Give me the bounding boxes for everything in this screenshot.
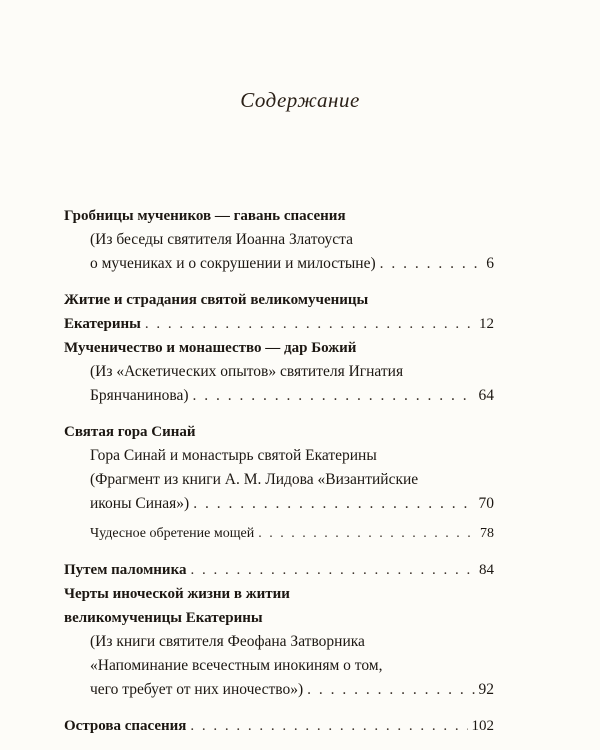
- table-of-contents: [64, 204, 494, 738]
- page-number: 12: [479, 316, 494, 332]
- leader-dots: [145, 312, 475, 336]
- toc-entry-subtitle: чего требует от них иночество») . . . 92: [64, 678, 494, 702]
- page-number: 64: [478, 387, 494, 404]
- page-number: 92: [478, 681, 494, 698]
- toc-entry-subtitle: (Из книги святителя Феофана Затворника: [90, 633, 365, 650]
- toc-entry-title: Черты иноческой жизни в житии: [64, 586, 290, 602]
- toc-entry-subtitle: Чудесное обретение мощей . . . 78: [64, 522, 494, 546]
- toc-entry-subtitle: иконы Синая») . . . 70: [64, 492, 494, 516]
- toc-entry-title: Мученичество и монашество — дар Божий: [64, 340, 357, 356]
- leader-dots: [190, 714, 467, 738]
- leader-dots: [190, 558, 475, 582]
- toc-entry-title: Гробницы мучеников — гавань спасения: [64, 208, 346, 224]
- page-number: 84: [479, 562, 494, 578]
- leader-dots: [193, 492, 474, 516]
- toc-entry-subtitle: «Напоминание всечестным инокиням о том,: [90, 657, 383, 674]
- page-number: 70: [478, 495, 494, 512]
- toc-entry-subtitle: Гора Синай и монастырь святой Екатерины: [90, 447, 377, 464]
- toc-entry-subtitle: (Из беседы святителя Иоанна Златоуста: [90, 231, 353, 248]
- toc-entry-title: Житие и страдания святой великомученицы: [64, 292, 369, 308]
- leader-dots: [307, 678, 474, 702]
- leader-dots: [258, 522, 476, 546]
- toc-entry-subtitle: (Из «Аскетических опытов» святителя Игнатия: [90, 363, 404, 380]
- leader-dots: [380, 252, 483, 276]
- page-number: 102: [471, 718, 494, 734]
- page-title: Содержание: [240, 88, 360, 112]
- toc-entry-title: Острова спасения . . . 102: [64, 714, 494, 738]
- toc-entry-title: Путем паломника . . . 84: [64, 558, 494, 582]
- page-number: 78: [480, 526, 494, 541]
- leader-dots: [193, 384, 475, 408]
- toc-entry-subtitle: о мучениках и о сокрушении и милостыне) . . . 6: [64, 252, 494, 276]
- toc-entry-subtitle: (Фрагмент из книги А. М. Лидова «Византийские: [90, 471, 419, 488]
- toc-entry-title: Святая гора Синай: [64, 424, 196, 440]
- toc-entry-title: Екатерины . . . 12: [64, 312, 494, 336]
- page-number: 6: [486, 255, 494, 272]
- toc-entry-subtitle: Брянчанинова) . . . 64: [64, 384, 494, 408]
- toc-entry-title: великомученицы Екатерины: [64, 610, 263, 626]
